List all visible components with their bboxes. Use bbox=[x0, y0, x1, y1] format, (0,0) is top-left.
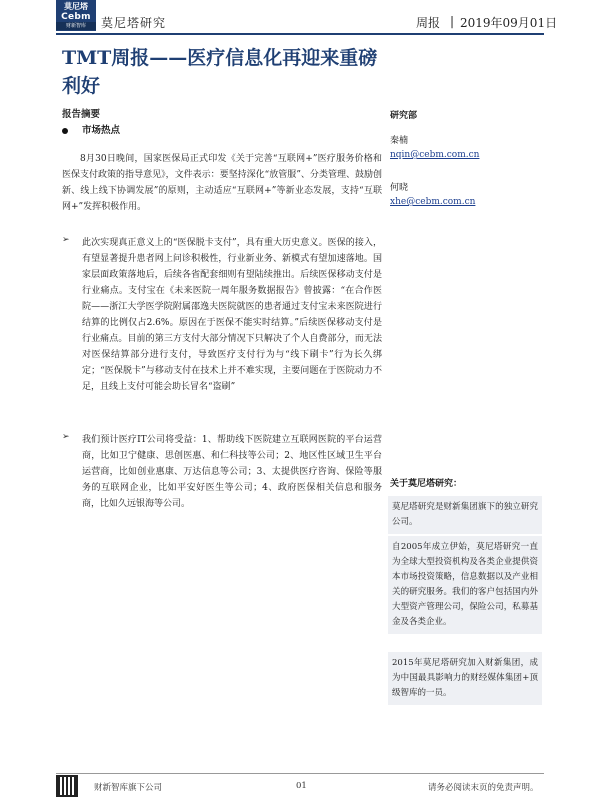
arrow-bullet-icon: ➢ bbox=[62, 235, 70, 245]
research-dept-label: 研究部 bbox=[390, 111, 418, 121]
bullet-title: 市场热点 bbox=[82, 125, 121, 136]
header-rule bbox=[56, 33, 544, 35]
header-separator: | bbox=[450, 14, 455, 28]
report-date: 2019年09月01日 bbox=[460, 16, 558, 30]
arrow-bullet-icon: ➢ bbox=[62, 432, 70, 442]
author-email-link[interactable]: nqin@cebm.com.cn bbox=[390, 150, 480, 160]
qr-code-icon bbox=[56, 775, 78, 797]
bullet-icon bbox=[62, 128, 68, 134]
company-logo bbox=[56, 0, 96, 31]
report-type: 周报 bbox=[416, 16, 441, 30]
logo-en-text: Cebm bbox=[61, 12, 91, 22]
author-name: 何晓 bbox=[390, 183, 409, 193]
logo-tag-text: 财新智库 bbox=[56, 22, 96, 30]
org-name: 莫尼塔研究 bbox=[101, 16, 167, 30]
summary-paragraph-2: 此次实现真正意义上的“医保脱卡支付”，具有重大历史意义。医保的接入，有望显著提升患者网上问诊积极性，行业新业务、新模式有望加速落地。国家层面政策落地后，后续各省配套细则有望陆续推出。后续医保移动支付是行业痛点。支付宝在《未来医院一周年服务数据报告》曾披露：“在合作医院——浙江大学医学院附属邵逸夫医院就医的患者通过支付宝未来医院进行结算的比例仅占2.6%。原因在于医保不能实时结算。”后续医保移动支付是行业痛点。目前的第三方支付大部分情况下只解决了个人自费部分，而无法对医保结算部分进行支付，导致医疗支付行为与“线下刷卡”行为长久绑定；“医保脱卡”与移动支付在技术上并不难实现，主要问题在于医院动力不足，且线上支付可能会助长冒名“盗刷” bbox=[82, 238, 382, 392]
report-title: TMT周报——医疗信息化再迎来重磅利好 bbox=[62, 47, 378, 97]
footer-company: 财新智库旗下公司 bbox=[94, 783, 163, 793]
author-name: 秦楠 bbox=[390, 136, 409, 146]
author-email-link[interactable]: xhe@cebm.com.cn bbox=[390, 197, 476, 207]
about-paragraph-3: 2015年莫尼塔研究加入财新集团，成为中国最具影响力的财经媒体集团+顶级智库的一员。 bbox=[388, 652, 542, 705]
disclaimer-note: 请务必阅读末页的免责声明。 bbox=[428, 783, 539, 793]
about-paragraph-2: 自2005年成立伊始，莫尼塔研究一直为全球大型投资机构及各类企业提供资本市场投资策略，信息数据以及产业相关的研究服务。我们的客户包括国内外大型资产管理公司，保险公司，私募基金及各类企业。 bbox=[388, 536, 542, 634]
summary-paragraph-3: 我们预计医疗IT公司将受益：1、帮助线下医院建立互联网医院的平台运营商，比如卫宁健康、思创医惠、和仁科技等公司；2、地区性区域卫生平台运营商，比如创业惠康、万达信息等公司；3、太提供医疗咨询、保险等服务的互联网企业，比如平安好医生等公司；4、政府医保相关信息和服务商，比如久远银海等公司。 bbox=[82, 435, 382, 509]
about-paragraph-1: 莫尼塔研究是财新集团旗下的独立研究公司。 bbox=[388, 496, 542, 534]
footer-rule bbox=[56, 773, 544, 774]
summary-label: 报告摘要 bbox=[62, 109, 101, 120]
summary-paragraph-1: 8月30日晚间，国家医保局正式印发《关于完善“互联网+”医疗服务价格和医保支付政策的指导意见》，文件表示：要坚持深化“放管服”、分类管理、鼓励创新、线上线下协调发展”的原则，主动适应“互联网+”等新业态发展，支持“互联网+”发挥积极作用。 bbox=[62, 154, 382, 212]
logo-cn-text: 莫尼塔 bbox=[64, 2, 88, 11]
page-number: 01 bbox=[296, 781, 307, 791]
about-title: 关于莫尼塔研究： bbox=[390, 479, 463, 489]
